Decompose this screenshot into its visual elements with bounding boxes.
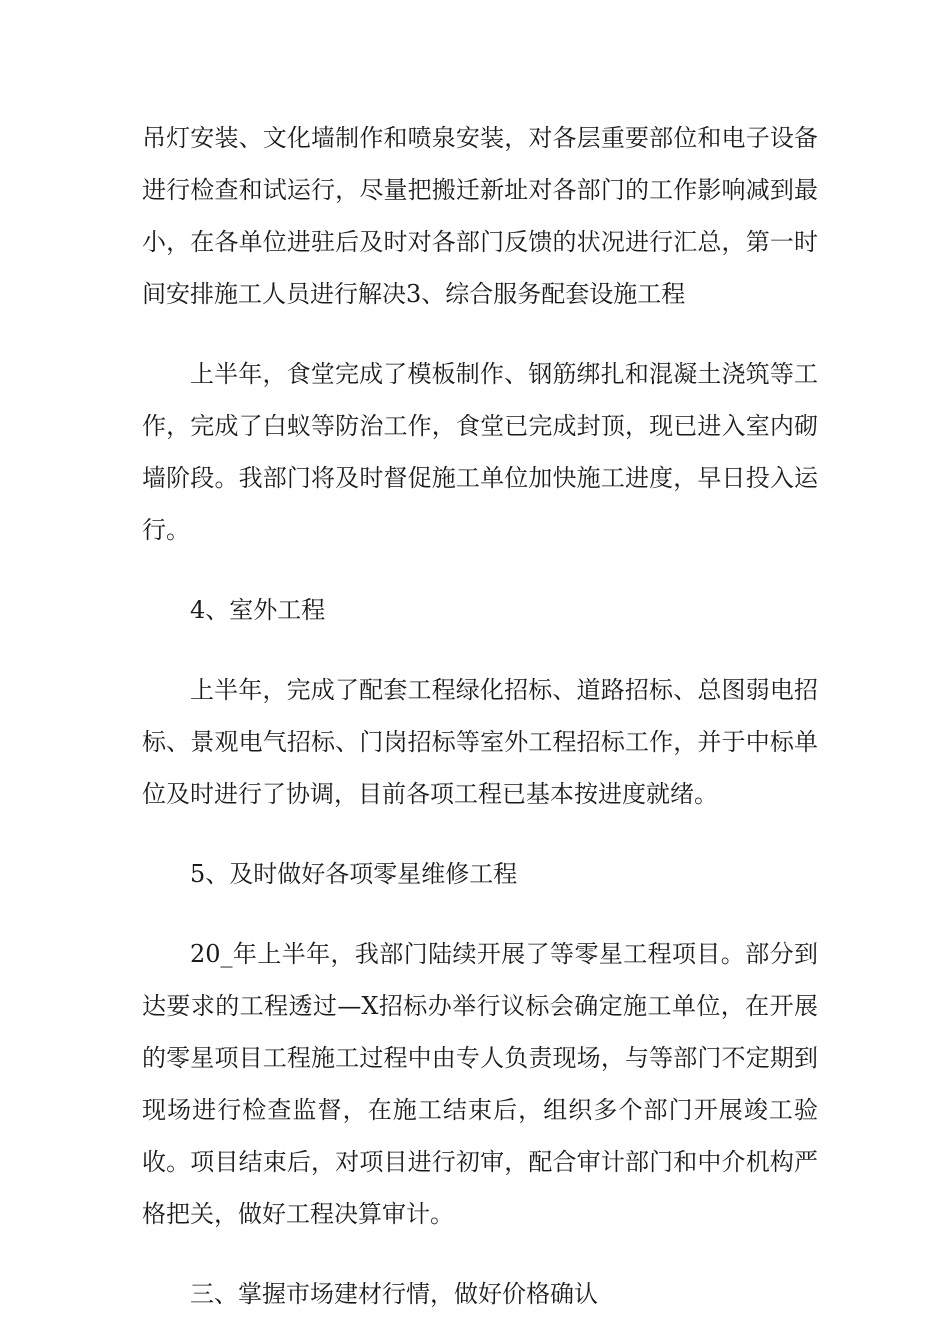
heading-minor-repairs: 5、及时做好各项零星维修工程 — [190, 860, 518, 888]
heading-outdoor-works: 4、室外工程 — [190, 596, 326, 624]
paragraph-minor-repairs: 20_年上半年，我部门陆续开展了等零星工程项目。部分到达要求的工程透过—X招标办举行议标会确定施工单位，在开展的零星项目工程施工过程中由专人负责现场，与等部门不定期到现场进行检查监督，在施工结束后，组织多个部门开展竣工验收。项目结束后，对项目进行初审，配合审计部门和中介机构严格把关，做好工程决算审计。 — [142, 940, 818, 1228]
paragraph-outdoor-tendering: 上半年，完成了配套工程绿化招标、道路招标、总图弱电招标、景观电气招标、门岗招标等室外工程招标工作，并于中标单位及时进行了协调，目前各项工程已基本按进度就绪。 — [142, 676, 818, 808]
paragraph-continuation: 吊灯安装、文化墙制作和喷泉安装，对各层重要部位和电子设备进行检查和试运行，尽量把搬迁新址对各部门的工作影响减到最小，在各单位进驻后及时对各部门反馈的状况进行汇总，第一时间安排施工人员进行解决3、综合服务配套设施工程 — [142, 124, 818, 308]
paragraph-canteen-progress: 上半年，食堂完成了模板制作、钢筋绑扎和混凝土浇筑等工作，完成了白蚁等防治工作，食堂已完成封顶，现已进入室内砌墙阶段。我部门将及时督促施工单位加快施工进度，早日投入运行。 — [142, 360, 818, 544]
document-body — [142, 112, 818, 1320]
heading-market-prices: 三、掌握市场建材行情，做好价格确认 — [190, 1280, 598, 1308]
